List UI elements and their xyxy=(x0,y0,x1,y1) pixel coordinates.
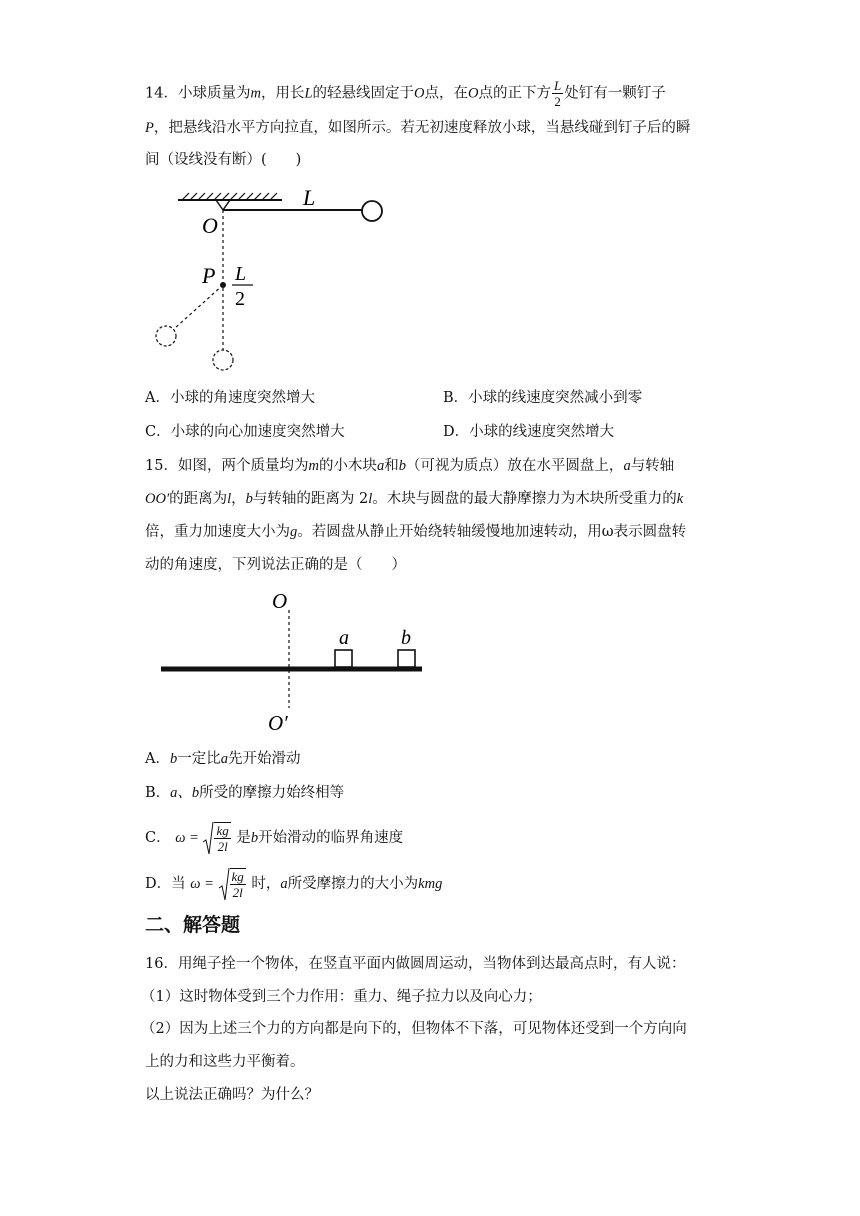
q14-option-b: B．小球的线速度突然减小到零 xyxy=(443,390,643,406)
q15-line1: 15．如图，两个质量均为m的小木块a和b（可视为质点）放在水平圆盘上，a与转轴 xyxy=(145,458,675,474)
q16-line2: （1）这时物体受到三个力作用：重力、绳子拉力以及向心力； xyxy=(141,989,542,1005)
label-O-top: O xyxy=(272,589,288,613)
fraction-L-over-2: $\frac{L}{2}$ xyxy=(553,78,562,109)
q15-turntable-diagram xyxy=(158,588,438,738)
ball-swung-left xyxy=(156,326,176,346)
ball-initial xyxy=(362,201,382,221)
sqrt-expression: $\frac{kg}{2l}$ xyxy=(219,866,247,902)
sqrt-expression: $\frac{kg}{2l}$ xyxy=(203,820,231,856)
block-a xyxy=(335,650,352,667)
q15-option-a: A．b一定比a先开始滑动 xyxy=(145,751,301,767)
label-frac-den: 2 xyxy=(235,288,245,310)
label-O: O xyxy=(202,213,218,238)
q15-line2: OO′的距离为l，b与转轴的距离为 2l。木块与圆盘的最大静摩擦力为木块所受重力的k xyxy=(145,491,684,507)
q15-option-c: C． ω = $\frac{kg}{2l}$ 是b开始滑动的临界角速度 xyxy=(145,820,403,856)
label-a: a xyxy=(339,627,349,649)
label-frac-num: L xyxy=(235,263,247,285)
q15-line3: 倍，重力加速度大小为g。若圆盘从静止开始绕转轴缓慢地加速转动，用ω表示圆盘转 xyxy=(145,524,687,540)
slanted-dashed-line xyxy=(175,285,223,328)
pivot-o xyxy=(216,200,230,210)
q16-line4: 上的力和这些力平衡着。 xyxy=(145,1054,305,1070)
section-heading: 二、解答题 xyxy=(145,914,241,936)
label-L: L xyxy=(303,185,316,210)
block-b xyxy=(398,650,415,667)
q16-line5: 以上说法正确吗？为什么？ xyxy=(145,1087,319,1103)
ceiling-hatching xyxy=(182,193,277,200)
q16-line3: （2）因为上述三个力的方向都是向下的，但物体不下落，可见物体还受到一个方向向 xyxy=(141,1021,687,1037)
q14-option-d: D．小球的线速度突然增大 xyxy=(443,424,615,440)
q14-line2: P，把悬线沿水平方向拉直，如图所示。若无初速度释放小球，当悬线碰到钉子后的瞬 xyxy=(145,120,691,136)
label-b: b xyxy=(401,627,411,649)
q16-line1: 16．用绳子拴一个物体，在竖直平面内做圆周运动，当物体到达最高点时，有人说： xyxy=(145,956,686,972)
q15-option-b: B．a、b所受的摩擦力始终相等 xyxy=(145,785,345,801)
q15-option-d: D．当 ω = $\frac{kg}{2l}$ 时，a所受摩擦力的大小为kmg xyxy=(145,866,442,902)
ball-bottom xyxy=(213,350,233,370)
q14-option-a: A．小球的角速度突然增大 xyxy=(145,390,315,406)
label-P: P xyxy=(202,263,216,288)
q14-pendulum-diagram xyxy=(150,185,390,375)
q14-option-c: C．小球的向心加速度突然增大 xyxy=(145,424,345,440)
label-O-prime: O′ xyxy=(268,711,288,735)
q14-line1: 14．小球质量为m，用长L的轻悬线固定于O点，在O点的正下方 $\frac{L}{2}$ 处钉有一颗钉子 xyxy=(145,78,666,109)
q14-line3: 间（设线没有断）( ) xyxy=(145,152,302,168)
q15-line4: 动的角速度，下列说法正确的是（ ） xyxy=(145,557,406,573)
